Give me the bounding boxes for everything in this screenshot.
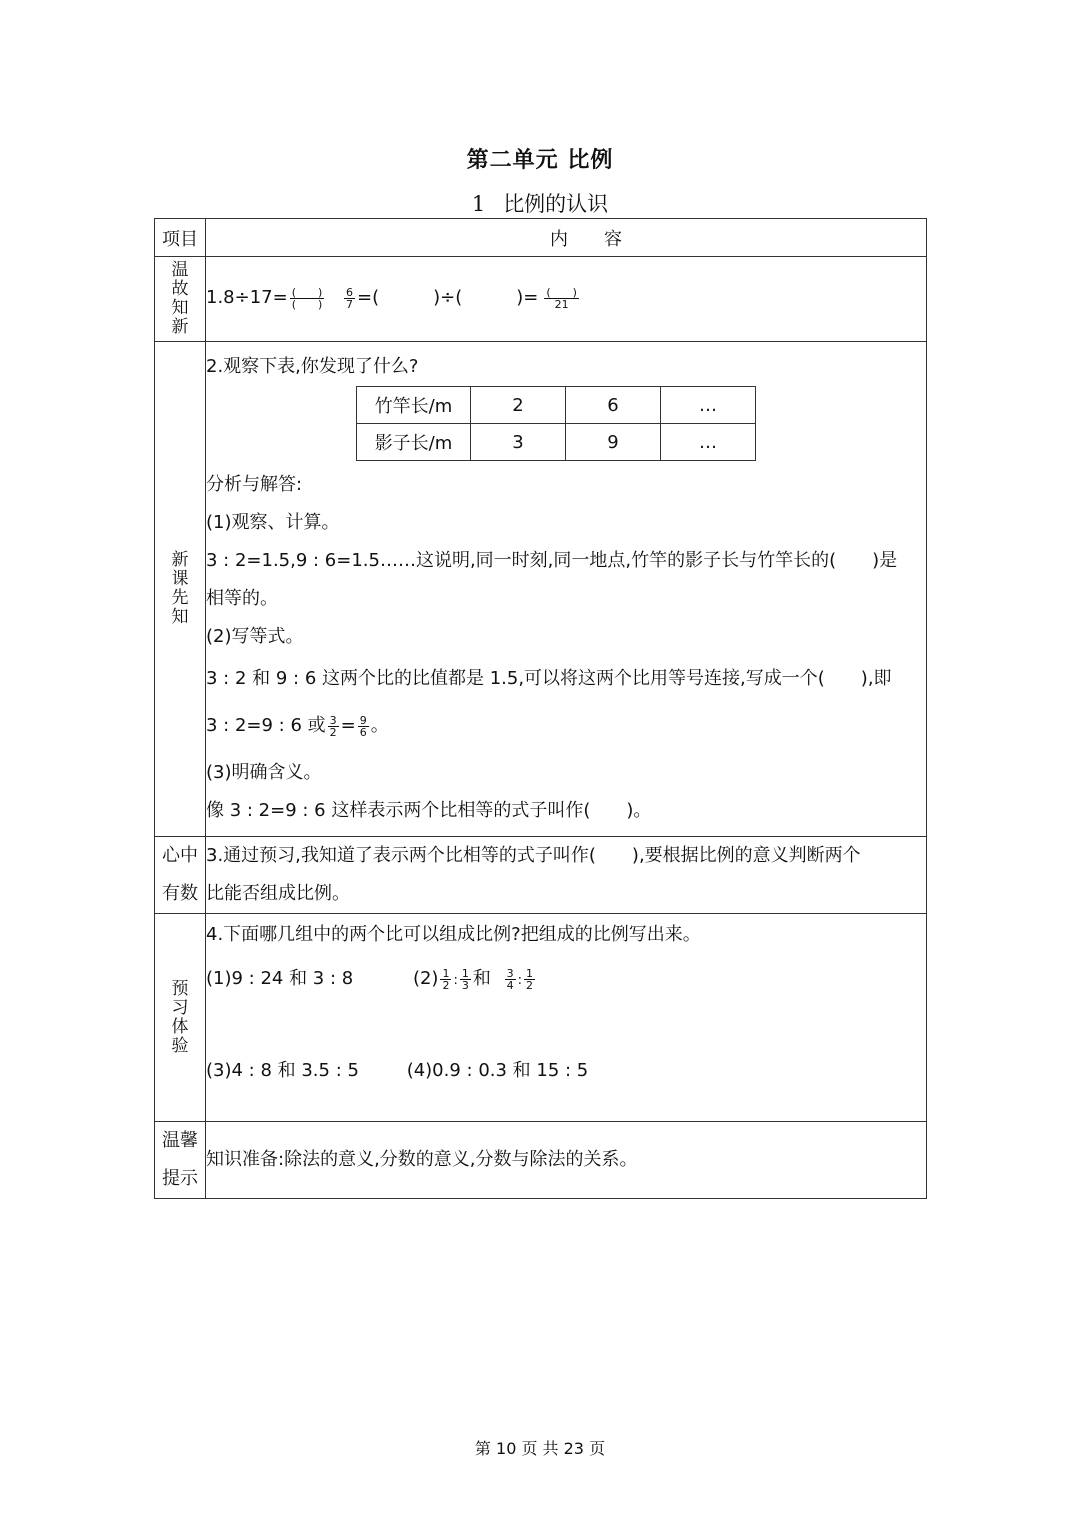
review-label: 温故知新 <box>171 260 189 337</box>
mind-label-1: 心中 <box>162 845 198 866</box>
obs-cell: 影子长/m <box>357 424 471 461</box>
question-4: 4.下面哪几组中的两个比可以组成比例?把组成的比例写出来。 <box>206 924 701 945</box>
step-2-equation: 3 : 2=9 : 6 或 $\frac{3}{2}$ = $\frac{9}{6}$ 。 <box>206 713 389 739</box>
lesson-title-text: 比例的认识 <box>503 192 609 216</box>
preview-item-3: (3)4 : 8 和 3.5 : 5 <box>206 1060 359 1081</box>
mind-label-cell <box>155 837 206 914</box>
step-3-text: 像 3 : 2=9 : 6 这样表示两个比相等的式子叫作( )。 <box>206 800 652 821</box>
question-2: 2.观察下表,你发现了什么? <box>206 356 419 377</box>
eq-fraction-2: $\frac{9}{6}$ <box>359 713 367 739</box>
analysis-heading: 分析与解答: <box>206 474 303 495</box>
review-expr1: 1.8÷17= <box>206 287 288 308</box>
mind-text-1: 3.通过预习,我知道了表示两个比相等的式子叫作( ),要根据比例的意义判断两个 <box>206 845 861 866</box>
observation-table <box>356 386 756 461</box>
tips-label-2: 提示 <box>162 1168 198 1189</box>
tips-label-cell <box>155 1122 206 1199</box>
preview-content <box>206 914 927 1122</box>
eq-fraction-1: $\frac{3}{2}$ <box>329 713 337 739</box>
new-lesson-label: 新课先知 <box>171 550 189 627</box>
review-fraction-3: $\frac{( )}{21}$ <box>546 285 577 311</box>
obs-cell: 3 <box>471 424 566 461</box>
page-title: 第二单元 比例 <box>466 148 614 173</box>
obs-cell: 9 <box>566 424 661 461</box>
review-fraction-2: $\frac{6}{7}$ <box>346 285 354 311</box>
preview-item-2: (2) $\frac{1}{2}$ : $\frac{1}{3}$ 和 $\frac{3}{4}$ : $\frac{1}{2}$ <box>412 966 533 992</box>
mind-label-2: 有数 <box>162 883 198 904</box>
preview-item-4: (4)0.9 : 0.3 和 15 : 5 <box>406 1060 589 1081</box>
review-label-cell <box>155 257 206 342</box>
header-item-label: 项目 <box>155 219 206 257</box>
header-content-label: 内 容 <box>206 219 927 257</box>
obs-cell: … <box>661 387 756 424</box>
obs-cell: 6 <box>566 387 661 424</box>
review-expression <box>206 279 926 317</box>
new-lesson-content <box>206 342 927 837</box>
preview-row-2 <box>206 1052 926 1090</box>
step-3-heading: (3)明确含义。 <box>206 762 322 783</box>
new-lesson-label-cell <box>155 342 206 837</box>
page-footer: 第 10 页 共 23 页 <box>474 1439 606 1458</box>
step-1-text-cont: 相等的。 <box>206 588 278 609</box>
tips-label-1: 温馨 <box>162 1130 198 1151</box>
tips-text: 知识准备:除法的意义,分数的意义,分数与除法的关系。 <box>206 1149 638 1170</box>
step-1-text: 3 : 2=1.5,9 : 6=1.5……这说明,同一时刻,同一地点,竹竿的影子长与竹竿长的( )是 <box>206 550 898 571</box>
tips-content <box>206 1122 927 1199</box>
step-2-heading: (2)写等式。 <box>206 626 304 647</box>
table-row <box>357 424 756 461</box>
step-2-text: 3 : 2 和 9 : 6 这两个比的比值都是 1.5,可以将这两个比用等号连接,写成一个( ),即 <box>206 668 892 689</box>
preview-label-cell <box>155 914 206 1122</box>
step-1-heading: (1)观察、计算。 <box>206 512 340 533</box>
preview-row-1 <box>206 954 926 1004</box>
obs-cell: … <box>661 424 756 461</box>
obs-cell: 竹竿长/m <box>357 387 471 424</box>
worksheet-table <box>154 218 927 1199</box>
obs-cell: 2 <box>471 387 566 424</box>
review-expr2: =( )÷( )= <box>357 287 539 308</box>
review-content <box>206 257 927 342</box>
lesson-number: 1 <box>471 192 486 216</box>
table-row <box>357 387 756 424</box>
preview-item-1: (1)9 : 24 和 3 : 8 <box>206 968 354 989</box>
review-fraction-1: $\frac{( )}{( )}$ <box>291 285 323 311</box>
preview-label: 预习体验 <box>171 978 189 1056</box>
mind-content <box>206 837 927 914</box>
lesson-title <box>0 188 1080 218</box>
mind-text-2: 比能否组成比例。 <box>206 883 350 904</box>
